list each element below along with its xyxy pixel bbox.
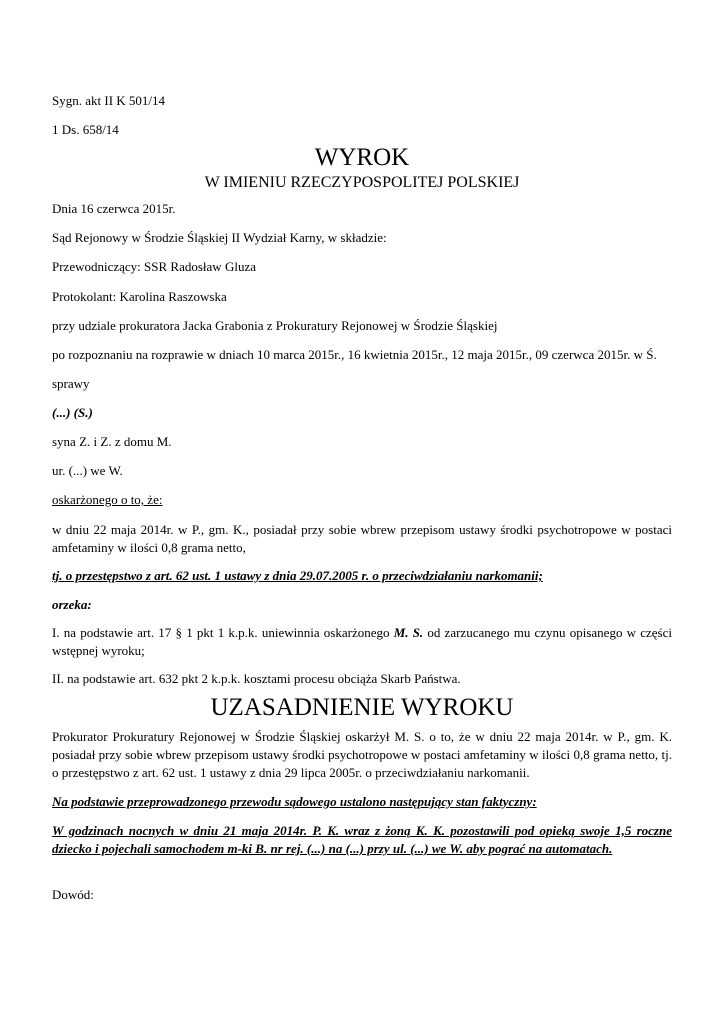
- presiding-judge: Przewodniczący: SSR Radosław Gluza: [52, 259, 256, 274]
- verdict-subtitle: W IMIENIU RZECZYPOSPOLITEJ POLSKIEJ: [204, 174, 520, 191]
- evidence-label: Dowód:: [52, 887, 94, 902]
- prosecutor-line: przy udziale prokuratora Jacka Grabonia z Prokuratury Rejonowej w Środzie Śląskiej: [52, 318, 498, 333]
- ruling-point-1-prefix: I. na podstawie art. 17 § 1 pkt 1 k.p.k. uniewinnia oskarżonego: [52, 625, 394, 640]
- ruling-label: orzeka:: [52, 597, 92, 612]
- hearing-dates: po rozpoznaniu na rozprawie w dniach 10 marca 2015r., 16 kwietnia 2015r., 12 maja 2015r., 09 czerwca 2015r. w Ś.: [52, 347, 657, 362]
- document-page: [52, 0, 672, 1024]
- court-clerk: Protokolant: Karolina Raszowska: [52, 289, 227, 304]
- charge-description: w dniu 22 maja 2014r. w P., gm. K., posiadał przy sobie wbrew przepisom ustawy środki psychotropowe w postaci amfetaminy w ilości 0,8 grama netto,: [52, 522, 672, 555]
- justification-title: UZASADNIENIE WYROKU: [210, 694, 514, 721]
- acquitted-defendant-name: M. S.: [393, 625, 424, 640]
- defendant-parents: syna Z. i Z. z domu M.: [52, 434, 172, 449]
- offence-qualification: tj. o przestępstwo z art. 62 ust. 1 ustawy z dnia 29.07.2005 r. o przeciwdziałaniu narkomanii;: [52, 568, 543, 583]
- court-composition: Sąd Rejonowy w Środzie Śląskiej II Wydział Karny, w składzie:: [52, 230, 387, 245]
- case-signature: Sygn. akt II K 501/14: [52, 93, 166, 108]
- verdict-title: WYROK: [314, 144, 410, 171]
- case-label: sprawy: [52, 376, 90, 391]
- defendant-name: (...) (S.): [52, 405, 93, 420]
- ruling-point-1-suffix: od zarzucanego mu czynu opisanego w części wstępnej wyroku;: [52, 625, 672, 658]
- accused-label: oskarżonego o to, że:: [52, 492, 163, 507]
- verdict-date: Dnia 16 czerwca 2015r.: [52, 201, 176, 216]
- ruling-point-2: II. na podstawie art. 632 pkt 2 k.p.k. kosztami procesu obciąża Skarb Państwa.: [52, 671, 461, 686]
- facts-heading: Na podstawie przeprowadzonego przewodu sądowego ustalono następujący stan faktyczny:: [52, 794, 537, 809]
- facts-paragraph: W godzinach nocnych w dniu 21 maja 2014r. P. K. wraz z żoną K. K. pozostawili pod opieką swoje 1,5 roczne dziecko i pojechali samochodem m-ki B. nr rej. (...) na (...) przy ul. (...) we W. aby pograć na automatach.: [52, 823, 672, 856]
- defendant-birth: ur. (...) we W.: [52, 463, 123, 478]
- justification-paragraph: Prokurator Prokuratury Rejonowej w Środzie Śląskiej oskarżył M. S. o to, że w dniu 22 maja 2014r. w P., gm. K. posiadał przy sobie wbrew przepisom ustawy środki psychotropowe w postaci amfetaminy w ilości 0,8 grama netto, tj. o przestępstwo z art. 62 ust. 1 ustawy z dnia 29 lipca 2005r. o przeciwdziałaniu narkomanii.: [52, 729, 672, 780]
- ruling-point-1: [52, 624, 672, 660]
- prosecution-file-number: 1 Ds. 658/14: [52, 122, 119, 137]
